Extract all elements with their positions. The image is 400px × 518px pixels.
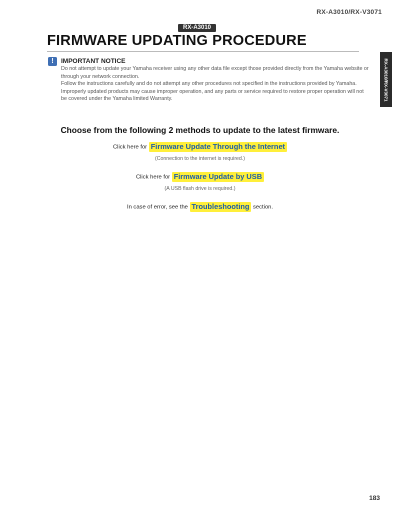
side-tab [380,52,392,107]
page-number: 183 [369,495,380,502]
notice-heading: IMPORTANT NOTICE [61,58,126,65]
firmware-update-internet-link[interactable]: Firmware Update Through the Internet [150,142,286,151]
page-title: FIRMWARE UPDATING PROCEDURE [47,33,307,49]
firmware-update-usb-link[interactable]: Firmware Update by USB [173,172,263,181]
method-internet-line [0,142,400,152]
side-tab-label: RX-A3010/RX-V3071 [383,57,389,102]
error-line-suffix: section. [253,204,274,211]
warning-icon: ! [48,57,57,66]
error-line-prefix: In case of error, see the [126,204,188,211]
model-badge: RX-A3010 [178,24,216,32]
method-usb-note: (A USB flash drive is required.) [164,186,236,192]
methods-heading: Choose from the following 2 methods to update to the latest firmware. [60,125,340,135]
header-model-numbers: RX-A3010/RX-V3071 [316,9,382,16]
notice-body [61,66,371,104]
method-usb-line [0,172,400,182]
method-internet-note: (Connection to the internet is required.) [155,156,245,162]
notice-paragraph: Do not attempt to update your Yamaha receiver using any other data file except those provided directly from the Yamaha website or through your network connection. [61,66,369,80]
notice-paragraph: Follow the instructions carefully and do not attempt any other procedures not specified in the instructions provided by Yamaha. [61,81,357,88]
error-line [0,202,400,212]
notice-paragraph: Improperly updated products may cause improper operation, and any parts or service required to restore proper operation will not be covered under the Yamaha limited Warranty. [61,88,364,103]
troubleshooting-link[interactable]: Troubleshooting [191,202,250,211]
method-usb-prefix: Click here for [135,174,171,181]
method-internet-prefix: Click here for [112,144,148,151]
title-divider [47,51,359,52]
